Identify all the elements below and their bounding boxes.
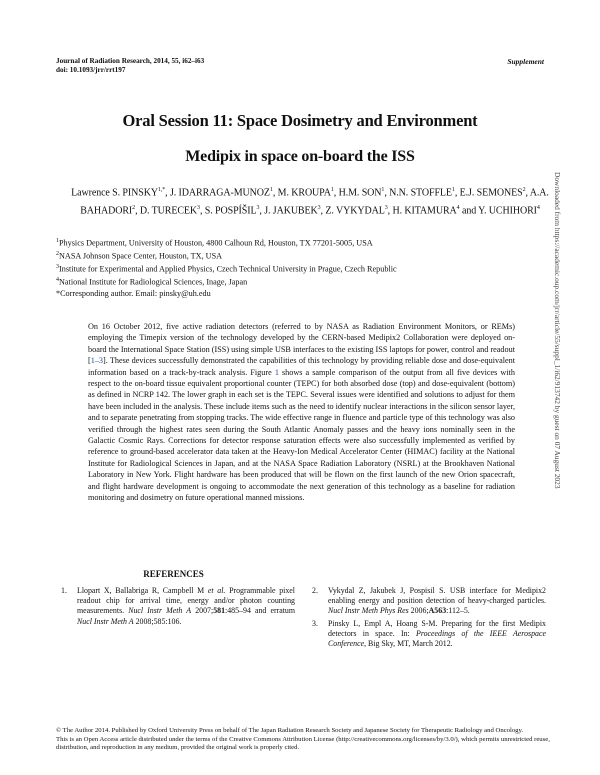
affiliation-2: $^2$NASA Johnson Space Center, Houston, TX, USA xyxy=(56,250,223,261)
figure-link[interactable]: 1 xyxy=(274,367,279,377)
author-name: H.M. SON xyxy=(338,187,382,199)
author-affiliation-mark: 3 xyxy=(317,204,321,211)
license-line: This is an Open Access article distributed under the terms of the Creative Commons Attribution License (http://creativecommons.org/licenses/by/3.0/), which permits unrestricted reuse, distribution, and reproduction in any medium, provided the original work is properly cited. xyxy=(56,735,550,752)
author-list xyxy=(50,183,570,219)
author-separator: , xyxy=(320,205,326,217)
reference-item: 2. Vykydal Z, Jakubek J, Pospisil S. USB interface for Medipix2 enabling energy and position detection of heavy-charged particles. Nucl Instr Meth Phys Res 2006;A563:112–5. xyxy=(312,586,546,616)
paper-title: Medipix in space on-board the ISS xyxy=(185,148,415,165)
reference-item: 1. Llopart X, Ballabriga R, Campbell M et al. Programmable pixel readout chip for arrival time, energy and/or photon counting measurements. Nucl Instr Meth A 2007;581:485–94 and erratum Nucl Instr Meth A 2008;585:106. xyxy=(61,586,295,626)
author-name: N.N. STOFFLE xyxy=(389,187,452,199)
corresponding-author: *Corresponding author. Email: pinsky@uh.edu xyxy=(56,288,211,298)
author-separator: , xyxy=(525,187,530,199)
author-separator: , xyxy=(165,187,170,199)
author-affiliation-mark: 1 xyxy=(381,187,385,193)
author-affiliation-mark: 4 xyxy=(536,204,540,211)
author-affiliation-mark: 1 xyxy=(451,187,455,193)
license-footer xyxy=(56,727,550,753)
abstract: On 16 October 2012, five active radiation detectors (referred to by NASA as Radiation Environment Monitors, or REMs) employing the Timepix version of the technology developed by the CERN-based Medipix2 Collaboration were deployed on-board the International Space Station (ISS) using simple USB interfaces to the existing ISS laptops for power, control and readout [1–3]. These devices successfully demonstrated the capabilities of this technology by providing reliable dose and dose-equivalent information based on a track-by-track analysis. Figure 1 shows a sample comparison of the output from all five devices with respect to the on-board tissue equivalent proportional counter (TEPC) for both absorbed dose (top) and dose-equivalent (bottom) as defined in NCRP 142. The lower graph in each set is the TEPC. Several issues were identified and solutions to adjust for them have been included in the analysis. These include items such as the need to identify nuclear interactions in the silicon sensor layer, and to separate penetrating from stopping tracks. The wide effective range in fluence and particle type of this technology was also verified through the highest rates seen during the South Atlantic Anomaly passes and the heavy ions nominally seen in the Galactic Cosmic Rays. Corrections for detector response saturation effects were also successfully implemented as verified by reference to ground-based accelerator data taken at the Heavy-Ion Medical Accelerator Center (HIMAC) facility at the National Institute for Radiological Sciences in Japan, and at the NASA Space Radiation Laboratory (NSRL) at the Brookhaven National Laboratory in New York. Flight hardware has been produced that will be flown on the first launch of the new Orion spacecraft, and flight hardware development is ongoing to accommodate the next generation of this technology as a baseline for radiation monitoring and dosimetry on future operational manned missions. xyxy=(88,322,515,503)
author-name: Y. UCHIHORI xyxy=(478,205,537,217)
author-separator: , xyxy=(333,187,339,199)
author-separator: , xyxy=(199,205,205,217)
references-heading: REFERENCES xyxy=(143,569,204,579)
copyright-line: © The Author 2014. Published by Oxford University Press on behalf of The Japan Radiation Research Society and Japanese Society for Therapeutic Radiology and Oncology. xyxy=(56,727,524,734)
supplement-label: Supplement xyxy=(507,57,544,66)
author-affiliation-mark: 2 xyxy=(132,204,136,211)
author-separator: and xyxy=(459,205,479,217)
affiliations xyxy=(56,236,397,299)
author-name: E.J. SEMONES xyxy=(459,187,523,199)
author-affiliation-mark: 1 xyxy=(269,187,273,193)
author-name: H. KITAMURA xyxy=(392,205,457,217)
author-name: M. KROUPA xyxy=(277,187,331,199)
author-affiliation-mark: 1,* xyxy=(157,187,166,193)
session-title: Oral Session 11: Space Dosimetry and Environment xyxy=(122,111,478,130)
author-name: D. TURECEK xyxy=(139,205,198,217)
journal-citation: Journal of Radiation Research, 2014, 55, i62–i63 xyxy=(56,57,205,65)
references-left xyxy=(56,586,295,629)
author-separator: , xyxy=(272,187,278,199)
author-affiliation-mark: 4 xyxy=(456,204,460,211)
affiliation-1: $^1$Physics Department, University of Houston, 4800 Calhoun Rd, Houston, TX 77201-5005, USA xyxy=(56,238,373,248)
journal-header xyxy=(56,57,204,75)
affiliation-3: $^3$Institute for Experimental and Applied Physics, Czech Technical University in Prague, Czech Republic xyxy=(56,263,397,274)
references-right xyxy=(307,586,546,651)
author-name: Lawrence S. PINSKY xyxy=(71,187,158,199)
author-affiliation-mark: 3 xyxy=(384,204,388,211)
affiliation-4: $^4$National Institute for Radiological Sciences, Inage, Japan xyxy=(56,276,248,287)
author-name: J. IDARRAGA-MUNOZ xyxy=(169,187,270,199)
reference-item: 3. Pinsky L, Empl A, Hoang S-M. Preparing for the first Medipix detectors in space. In: Proceedings of the IEEE Aerospace Conference, Big Sky, MT, March 2012. xyxy=(312,618,546,649)
author-affiliation-mark: 1 xyxy=(330,187,334,193)
doi: doi: 10.1093/jrr/rrt197 xyxy=(56,66,126,74)
author-name: Z. VYKYDAL xyxy=(325,205,385,217)
author-name: J. JAKUBEK xyxy=(264,205,318,217)
citation-link[interactable]: 1–3 xyxy=(90,356,104,366)
author-separator: , xyxy=(135,205,140,217)
author-name: S. POSPÍŠIL xyxy=(204,205,257,217)
author-separator: , xyxy=(387,205,393,217)
author-separator: , xyxy=(384,187,390,199)
author-name: A.A. BAHADORI xyxy=(80,187,549,217)
download-watermark: Downloaded from https://academic.oup.com/jrr/article/55/suppl_1/i62/913742 by guest on 07 August 2023 xyxy=(553,172,562,489)
author-affiliation-mark: 2 xyxy=(522,187,526,193)
author-affiliation-mark: 3 xyxy=(256,204,260,211)
author-separator: , xyxy=(454,187,460,199)
author-affiliation-mark: 3 xyxy=(197,204,200,211)
author-separator: , xyxy=(259,205,265,217)
